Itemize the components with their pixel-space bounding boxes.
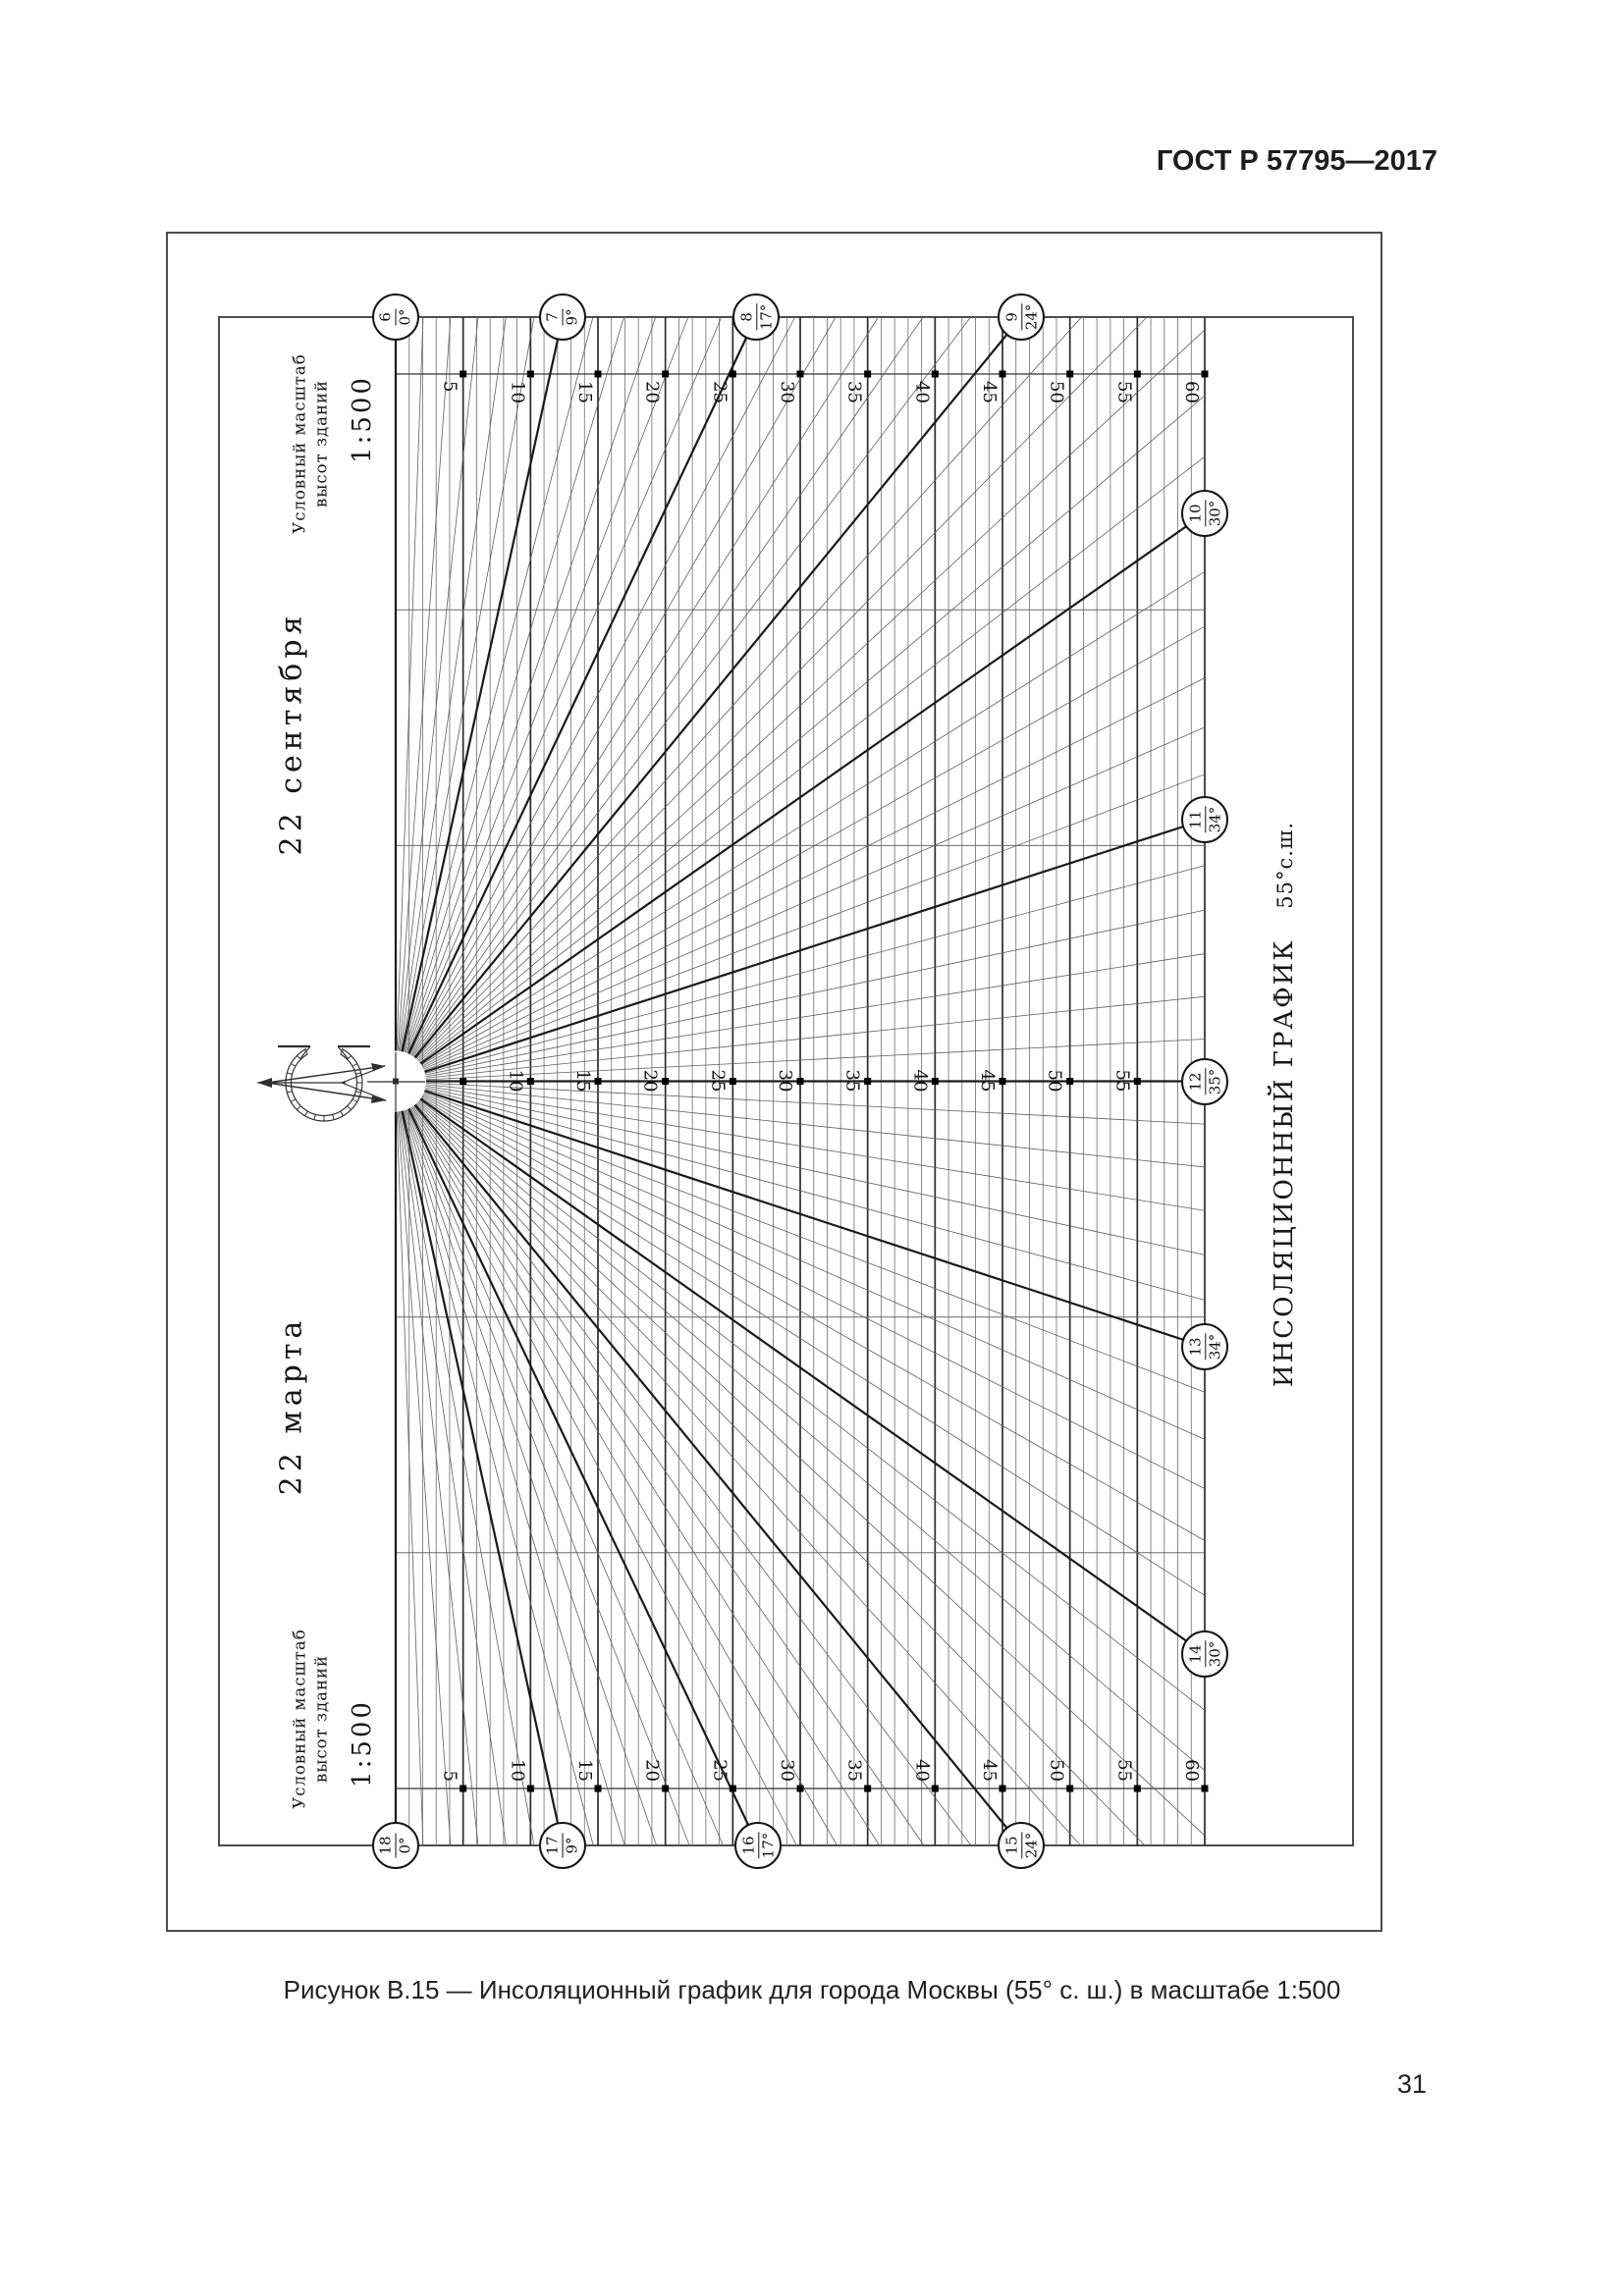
altitude-value: 30° bbox=[1205, 1640, 1223, 1668]
ruler-top-label-5: 5 bbox=[439, 381, 460, 393]
ruler-bottom-label-25: 25 bbox=[709, 1759, 731, 1782]
scale-ratio-bottom: 1:500 bbox=[348, 1699, 377, 1788]
ruler-top-label-55: 55 bbox=[1113, 381, 1135, 403]
ruler-bottom-label-35: 35 bbox=[843, 1759, 865, 1782]
center-axis-label-15: 15 bbox=[572, 1069, 593, 1093]
hour-value: 9 bbox=[1003, 304, 1022, 331]
center-axis-label-30: 30 bbox=[775, 1069, 795, 1093]
date-label-september: 22 сентября bbox=[274, 611, 309, 856]
center-axis-label-25: 25 bbox=[707, 1069, 729, 1093]
altitude-value: 9° bbox=[563, 1837, 581, 1854]
hour-value: 15 bbox=[1003, 1833, 1022, 1859]
ruler-bottom-label-50: 50 bbox=[1046, 1759, 1067, 1782]
center-axis-label-35: 35 bbox=[841, 1069, 863, 1093]
center-axis-label-50: 50 bbox=[1044, 1069, 1065, 1093]
date-label-march: 22 марта bbox=[274, 1315, 309, 1496]
ruler-top-label-50: 50 bbox=[1046, 381, 1067, 403]
altitude-value: 17° bbox=[756, 303, 775, 331]
hour-value: 10 bbox=[1187, 501, 1206, 527]
altitude-value: 24° bbox=[1021, 1832, 1040, 1859]
scale-ratio-top: 1:500 bbox=[348, 375, 377, 463]
hour-value: 16 bbox=[740, 1833, 759, 1859]
figure-caption: Рисунок В.15 — Инсоляционный график для города Москвы (55° с. ш.) в масштабе 1:500 bbox=[283, 1975, 1341, 2004]
chart-side-title-text: ИНСОЛЯЦИОННЫЙ ГРАФИК bbox=[1270, 938, 1299, 1388]
hour-value: 12 bbox=[1187, 1068, 1206, 1095]
altitude-value: 30° bbox=[1205, 500, 1223, 527]
scale-note-top-line1: Условный масштаб bbox=[290, 353, 309, 534]
center-axis-label-40: 40 bbox=[909, 1069, 931, 1093]
ruler-top-label-30: 30 bbox=[777, 381, 797, 403]
hour-value: 17 bbox=[545, 1833, 564, 1857]
scale-note-bottom-line1: Условный масштаб bbox=[290, 1629, 309, 1809]
ruler-top-label-40: 40 bbox=[911, 381, 933, 403]
altitude-value: 34° bbox=[1205, 806, 1223, 833]
ruler-bottom-label-30: 30 bbox=[777, 1759, 797, 1782]
altitude-value: 17° bbox=[758, 1832, 777, 1859]
ruler-bottom-label-40: 40 bbox=[911, 1759, 933, 1782]
ruler-top-label-45: 45 bbox=[979, 381, 1000, 403]
hour-value: 6 bbox=[378, 308, 397, 325]
ruler-top-label-25: 25 bbox=[709, 381, 731, 403]
altitude-value: 35° bbox=[1205, 1068, 1223, 1095]
altitude-value: 9° bbox=[563, 308, 581, 326]
ruler-top-label-60: 60 bbox=[1181, 381, 1202, 403]
page-number: 31 bbox=[1396, 2069, 1428, 2099]
ruler-bottom-label-20: 20 bbox=[641, 1759, 663, 1782]
hour-value: 18 bbox=[378, 1833, 397, 1857]
document-header: ГОСТ Р 57795—2017 bbox=[1156, 145, 1437, 177]
center-axis-label-20: 20 bbox=[639, 1069, 661, 1093]
hour-value: 13 bbox=[1187, 1334, 1206, 1361]
chart-latitude-text: 55°с.ш. bbox=[1273, 821, 1297, 909]
center-axis-label-10: 10 bbox=[505, 1069, 526, 1093]
ruler-top-label-10: 10 bbox=[507, 381, 528, 403]
altitude-value: 0° bbox=[396, 308, 414, 326]
hour-value: 11 bbox=[1187, 807, 1206, 833]
ruler-bottom-label-45: 45 bbox=[979, 1759, 1000, 1782]
altitude-value: 0° bbox=[396, 1837, 414, 1854]
center-axis-label-45: 45 bbox=[977, 1069, 998, 1093]
altitude-value: 24° bbox=[1021, 303, 1040, 331]
hour-value: 7 bbox=[545, 308, 564, 325]
ruler-bottom-label-10: 10 bbox=[507, 1759, 528, 1782]
scale-note-bottom-line2: высот зданий bbox=[312, 1655, 331, 1783]
ruler-bottom-label-15: 15 bbox=[574, 1759, 595, 1782]
hour-value: 14 bbox=[1187, 1641, 1206, 1668]
ruler-top-label-15: 15 bbox=[574, 381, 595, 403]
ruler-bottom-label-55: 55 bbox=[1113, 1759, 1135, 1782]
ruler-top-label-20: 20 bbox=[641, 381, 663, 403]
altitude-value: 34° bbox=[1205, 1333, 1223, 1361]
ruler-bottom-label-60: 60 bbox=[1181, 1759, 1202, 1782]
center-axis-label-55: 55 bbox=[1111, 1069, 1133, 1093]
ruler-top-label-35: 35 bbox=[843, 381, 865, 403]
hour-value: 8 bbox=[738, 304, 757, 331]
scale-note-top-line2: высот зданий bbox=[312, 380, 331, 507]
ruler-bottom-label-5: 5 bbox=[439, 1770, 460, 1782]
